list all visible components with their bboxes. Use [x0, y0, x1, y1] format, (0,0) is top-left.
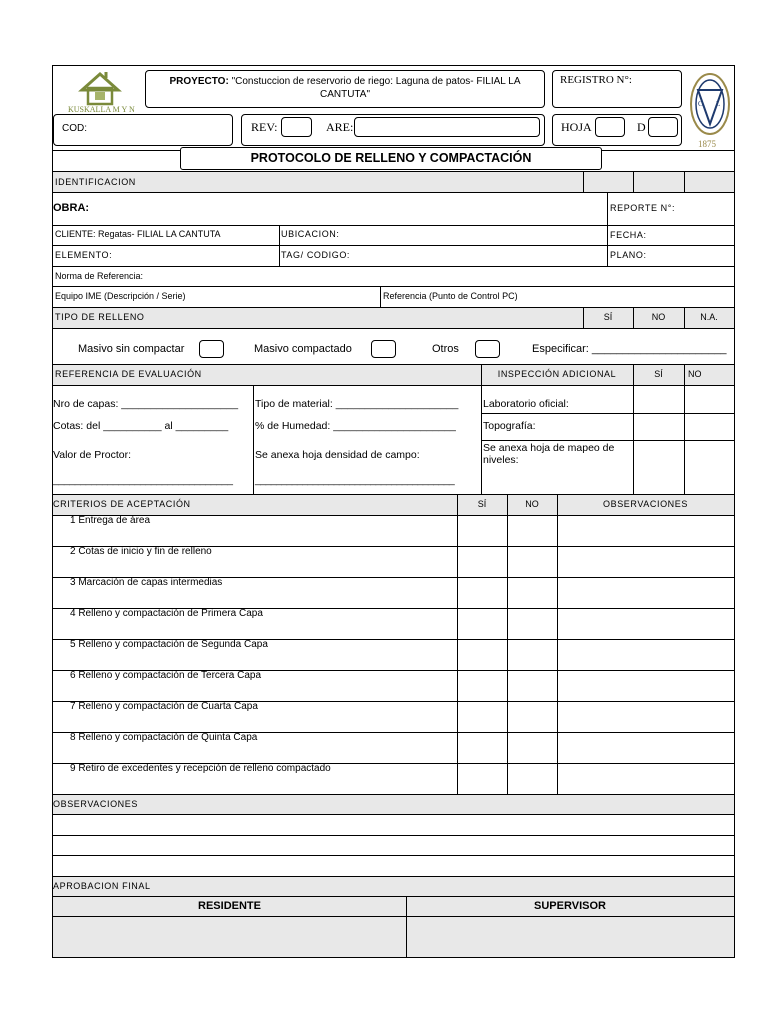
criterio-item: 3 Marcación de capas intermedias [70, 577, 223, 588]
hoja-input[interactable] [595, 117, 625, 137]
form-frame [52, 65, 735, 958]
company-logo [60, 70, 140, 116]
fecha-label: FECHA: [610, 230, 647, 240]
masivo-sin-compactar-checkbox[interactable] [199, 340, 224, 358]
seal-letter-c: C [698, 100, 703, 108]
logo-text: KUSKALLA M Y N [68, 105, 135, 114]
observaciones-header: OBSERVACIONES [53, 799, 138, 809]
mapeo-label-line2: niveles: [483, 454, 519, 466]
supervisor-header: SUPERVISOR [534, 900, 606, 912]
criterio-item: 9 Retiro de excedentes y recepción de relleno compactado [70, 763, 331, 774]
tipo-no-header: NO [651, 312, 666, 322]
criterio-item: 2 Cotas de inicio y fin de relleno [70, 546, 212, 557]
otros-checkbox[interactable] [475, 340, 500, 358]
page-title: PROTOCOLO DE RELLENO Y COMPACTACIÓN [250, 151, 532, 165]
rev-input[interactable] [281, 117, 312, 137]
laboratorio-label: Laboratorio oficial: [483, 398, 569, 410]
hoja-label: HOJA [561, 120, 592, 134]
especificar-field[interactable]: Especificar: ______________________ [532, 343, 727, 355]
plano-label: PLANO: [610, 250, 647, 260]
de-label: D [637, 120, 646, 134]
proctor-label: Valor de Proctor: [53, 449, 132, 461]
capas-field[interactable]: Nro de capas: ____________________ [53, 398, 239, 410]
material-field[interactable]: Tipo de material: _____________________ [255, 398, 459, 410]
ubicacion-label: UBICACION: [281, 229, 340, 239]
criterio-item: 8 Relleno y compactación de Quinta Capa [70, 732, 258, 743]
aprobacion-header: APROBACION FINAL [53, 881, 151, 891]
proctor-field[interactable]: _________________________________ [53, 474, 233, 486]
are-input[interactable] [354, 117, 540, 137]
cod-label: COD: [62, 123, 87, 134]
de-input[interactable] [648, 117, 678, 137]
inspeccion-si-header: SÍ [654, 369, 663, 379]
cliente-label: CLIENTE: Regatas- FILIAL LA CANTUTA [55, 229, 221, 239]
tag-label: TAG/ CODIGO: [281, 250, 351, 260]
otros-label: Otros [432, 343, 459, 355]
criterio-item: 1 Entrega de área [70, 515, 151, 526]
inspeccion-no-header: NO [688, 369, 702, 379]
seal-letter-l: L [716, 100, 721, 108]
elemento-label: ELEMENTO: [55, 250, 113, 260]
rev-label: REV: [251, 120, 278, 134]
criterio-item: 6 Relleno y compactación de Tercera Capa [70, 670, 262, 681]
identificacion-header: IDENTIFICACION [55, 177, 136, 187]
densidad-label: Se anexa hoja densidad de campo: [255, 449, 420, 461]
reporte-label: REPORTE N°: [610, 203, 676, 213]
mapeo-label-line1: Se anexa hoja de mapeo de [483, 442, 615, 454]
criterios-header: CRITERIOS DE ACEPTACIÓN [53, 499, 191, 509]
project-value: "Constuccion de reservorio de riego: Laguna de patos- FILIAL LA CANTUTA" [231, 76, 521, 100]
obra-label: OBRA: [53, 202, 90, 214]
institution-seal [688, 72, 732, 150]
tipo-relleno-header: TIPO DE RELLENO [55, 312, 145, 322]
inspeccion-header: INSPECCIÓN ADICIONAL [497, 369, 617, 379]
topografia-label: Topografía: [483, 420, 536, 432]
evaluacion-header: REFERENCIA DE EVALUACIÓN [55, 369, 202, 379]
criterio-item: 4 Relleno y compactación de Primera Capa [70, 608, 263, 619]
registro-label: REGISTRO N°: [560, 74, 632, 86]
tipo-na-header: N.A. [700, 312, 718, 322]
house-logo-icon [60, 70, 140, 108]
project-label: PROYECTO: [169, 76, 229, 87]
seal-year: 1875 [698, 139, 716, 149]
cotas-field[interactable]: Cotas: del __________ al _________ [53, 420, 229, 432]
masivo-compactado-label: Masivo compactado [254, 343, 352, 355]
referencia-label: Referencia (Punto de Control PC) [383, 291, 518, 301]
project-text [152, 76, 538, 101]
tipo-si-header: SÍ [603, 312, 613, 322]
criterio-item: 5 Relleno y compactación de Segunda Capa [70, 639, 268, 650]
masivo-compactado-checkbox[interactable] [371, 340, 396, 358]
criterios-no-header: NO [525, 499, 539, 509]
densidad-field[interactable]: ______________________________________ [255, 474, 455, 486]
criterios-si-header: SÍ [477, 499, 487, 509]
residente-header: RESIDENTE [198, 900, 261, 912]
masivo-sin-compactar-label: Masivo sin compactar [78, 343, 185, 355]
criterio-item: 7 Relleno y compactación de Cuarta Capa [70, 701, 258, 712]
humedad-field[interactable]: % de Humedad: _____________________ [255, 420, 456, 432]
equipo-label: Equipo IME (Descripción / Serie) [55, 291, 186, 301]
criterios-obs-header: OBSERVACIONES [603, 499, 688, 509]
seal-icon [688, 72, 732, 138]
norma-label: Norma de Referencia: [55, 271, 144, 281]
are-label: ARE: [326, 120, 354, 134]
